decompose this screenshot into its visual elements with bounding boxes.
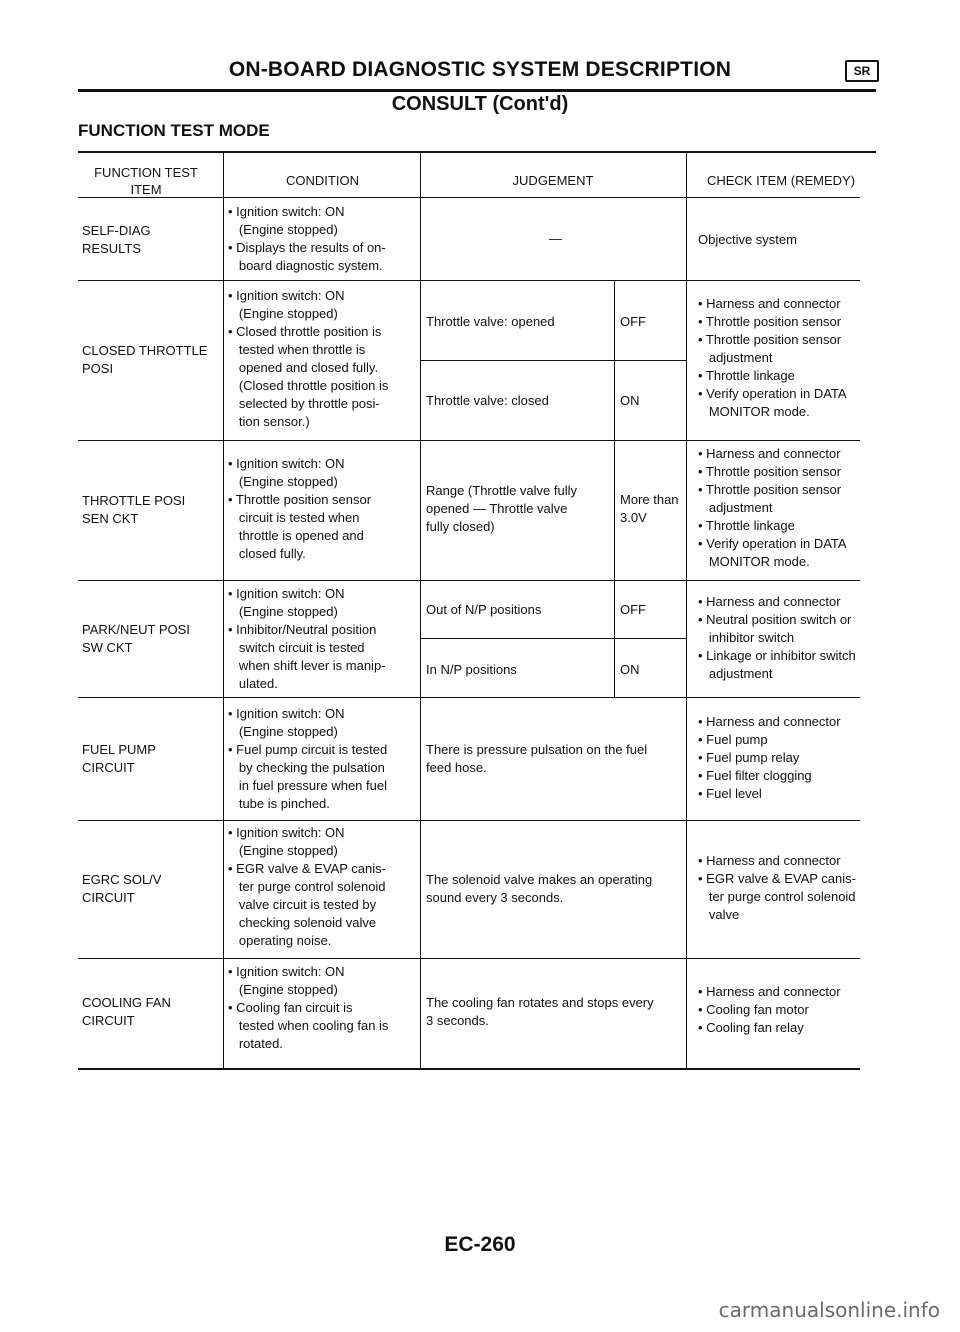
row-rule xyxy=(78,697,860,698)
row-judgement: There is pressure pulsation on the fuel feed hose. xyxy=(426,742,648,775)
row-judgement: The solenoid valve makes an operating sound every 3 seconds. xyxy=(426,872,653,905)
header-rule xyxy=(78,197,860,198)
row-check: • Harness and connector • Neutral position switch or inhibitor switch • Linkage or inhibitor switch adjustment xyxy=(698,594,856,681)
page-number: EC-260 xyxy=(444,1233,516,1256)
row-check: • Harness and connector • EGR valve & EVAP canis- ter purge control solenoid valve xyxy=(698,853,856,922)
title-rule xyxy=(78,89,876,92)
row-check: • Harness and connector • Throttle position sensor • Throttle position sensor adjustment • Throttle linkage • Verify operation in DATA MONITOR mode. xyxy=(698,296,847,419)
row-item: COOLING FAN CIRCUIT xyxy=(82,995,171,1028)
row-check: • Harness and connector • Fuel pump • Fuel pump relay • Fuel filter clogging • Fuel level xyxy=(698,714,841,801)
row-rule xyxy=(78,440,860,441)
column-header-check: CHECK ITEM (REMEDY) xyxy=(706,173,856,188)
row-rule xyxy=(78,580,860,581)
row-check: • Harness and connector • Throttle position sensor • Throttle position sensor adjustment • Throttle linkage • Verify operation in DATA MONITOR mode. xyxy=(698,446,847,569)
row-rule xyxy=(78,820,860,821)
row-rule xyxy=(78,280,860,281)
row-item: FUEL PUMP CIRCUIT xyxy=(82,742,156,775)
sr-badge: SR xyxy=(845,60,879,82)
row-item: CLOSED THROTTLE POSI xyxy=(82,343,208,376)
row-condition: • Ignition switch: ON (Engine stopped) • Inhibitor/Neutral position switch circuit is tested when shift lever is manip- ulated. xyxy=(228,586,386,691)
row-value: ON xyxy=(620,662,640,677)
row-judgement: Throttle valve: closed xyxy=(426,393,549,408)
row-condition: • Ignition switch: ON (Engine stopped) • EGR valve & EVAP canis- ter purge control solenoid valve circuit is tested by checking solenoid valve operating noise. xyxy=(228,825,386,948)
row-value: OFF xyxy=(620,602,646,617)
row-condition: • Ignition switch: ON (Engine stopped) • Fuel pump circuit is tested by checking the pulsation in fuel pressure when fuel tube is pinched. xyxy=(228,706,388,811)
row-condition: • Ignition switch: ON (Engine stopped) • Cooling fan circuit is tested when cooling fan is rotated. xyxy=(228,964,389,1051)
row-condition: • Ignition switch: ON (Engine stopped) • Throttle position sensor circuit is tested when throttle is opened and closed fully. xyxy=(228,456,372,561)
row-condition: • Ignition switch: ON (Engine stopped) • Displays the results of on- board diagnostic system. xyxy=(228,204,386,273)
row-value: ON xyxy=(620,393,640,408)
row-judgement: — xyxy=(549,231,562,246)
row-judgement: Out of N/P positions xyxy=(426,602,542,617)
row-item: SELF-DIAG RESULTS xyxy=(82,223,151,256)
row-item: PARK/NEUT POSI SW CKT xyxy=(82,622,190,655)
page-subtitle: CONSULT (Cont'd) xyxy=(391,93,569,115)
column-header-item: FUNCTION TEST ITEM xyxy=(94,165,198,197)
row-judgement: Range (Throttle valve fully opened — Throttle valve fully closed) xyxy=(426,483,578,534)
row-value: OFF xyxy=(620,314,646,329)
judgement-split xyxy=(420,360,686,361)
table-bottom-rule xyxy=(78,1068,860,1070)
row-check: Objective system xyxy=(698,232,797,247)
column-divider xyxy=(686,153,687,1069)
row-item: THROTTLE POSI SEN CKT xyxy=(82,493,186,526)
page-title: ON-BOARD DIAGNOSTIC SYSTEM DESCRIPTION xyxy=(228,58,732,81)
row-value: More than 3.0V xyxy=(620,492,679,525)
row-judgement: In N/P positions xyxy=(426,662,517,677)
row-rule xyxy=(78,958,860,959)
row-check: • Harness and connector • Cooling fan motor • Cooling fan relay xyxy=(698,984,841,1035)
row-condition: • Ignition switch: ON (Engine stopped) • Closed throttle position is tested when throttle is opened and closed fully. (Closed throttle position is selected by throttle posi- tion sensor.) xyxy=(228,288,389,429)
judgement-split xyxy=(420,638,686,639)
column-divider xyxy=(223,153,224,1069)
value-divider xyxy=(614,440,615,580)
row-judgement: Throttle valve: opened xyxy=(426,314,555,329)
watermark: carmanualsonline.info xyxy=(718,1298,940,1322)
row-judgement: The cooling fan rotates and stops every 3 seconds. xyxy=(426,995,654,1028)
column-divider xyxy=(420,153,421,1069)
row-item: EGRC SOL/V CIRCUIT xyxy=(82,872,162,905)
section-title: FUNCTION TEST MODE xyxy=(78,121,270,140)
column-header-condition: CONDITION xyxy=(286,173,359,188)
table-top-rule xyxy=(78,151,876,153)
column-header-judgement: JUDGEMENT xyxy=(512,173,594,188)
